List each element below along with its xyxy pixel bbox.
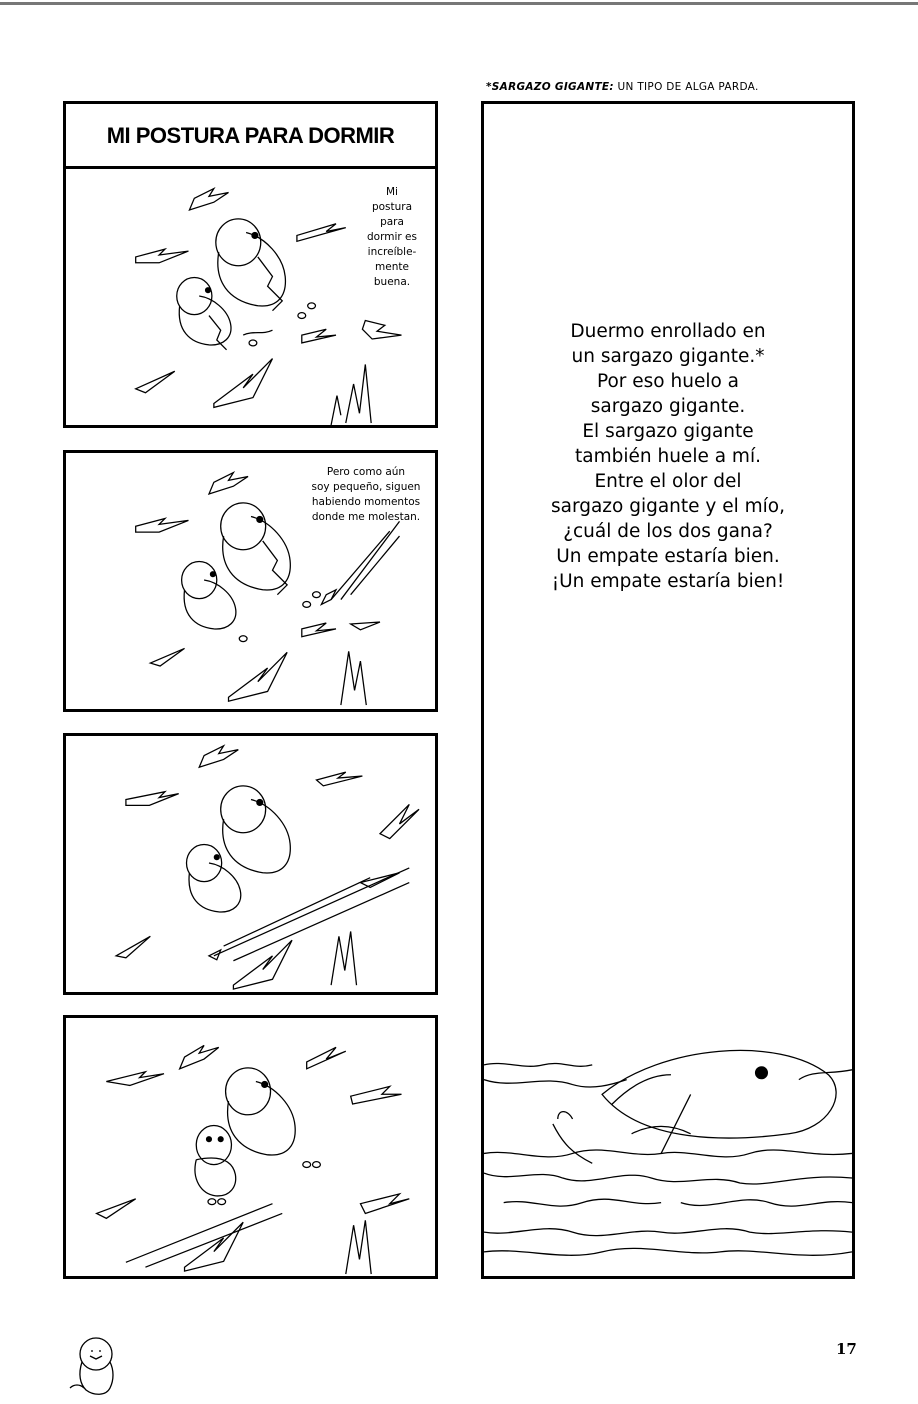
comic-panel-2 [63,450,438,712]
panel-1-caption: Mi postura para dormir es increíble- mente buena. [367,186,417,288]
panel-2-caption: Pero como aún soy pequeño, siguen habiendo momentos donde me molestan. [311,466,421,523]
panel-3-illustration [66,736,435,992]
footnote-definition: UN TIPO DE ALGA PARDA. [613,81,759,93]
comic-panel-1 [63,166,438,428]
top-rule [0,2,918,5]
panel-5-illustration [484,104,852,1276]
comic-panel-3 [63,733,438,995]
footnote-term: *SARGAZO GIGANTE: [486,81,614,93]
comic-panel-5 [481,101,855,1279]
footnote [486,81,806,93]
comic-panel-4 [63,1015,438,1279]
strip-title [63,101,438,168]
narration-text: Duermo enrollado en un sargazo gigante.* Por eso huelo a sargazo gigante. El sargazo gigante también huele a mí. Entre el olor del sargazo gigante y el mío, ¿cuál de los dos gana? Un empate estaría bien. ¡Un empate estaría bien! [550,321,786,592]
seal-mascot-icon [62,1332,122,1396]
panel-4-illustration [66,1018,435,1276]
strip-title-text: MI POSTURA PARA DORMIR [106,123,395,148]
page-number: 17 [836,1340,857,1358]
